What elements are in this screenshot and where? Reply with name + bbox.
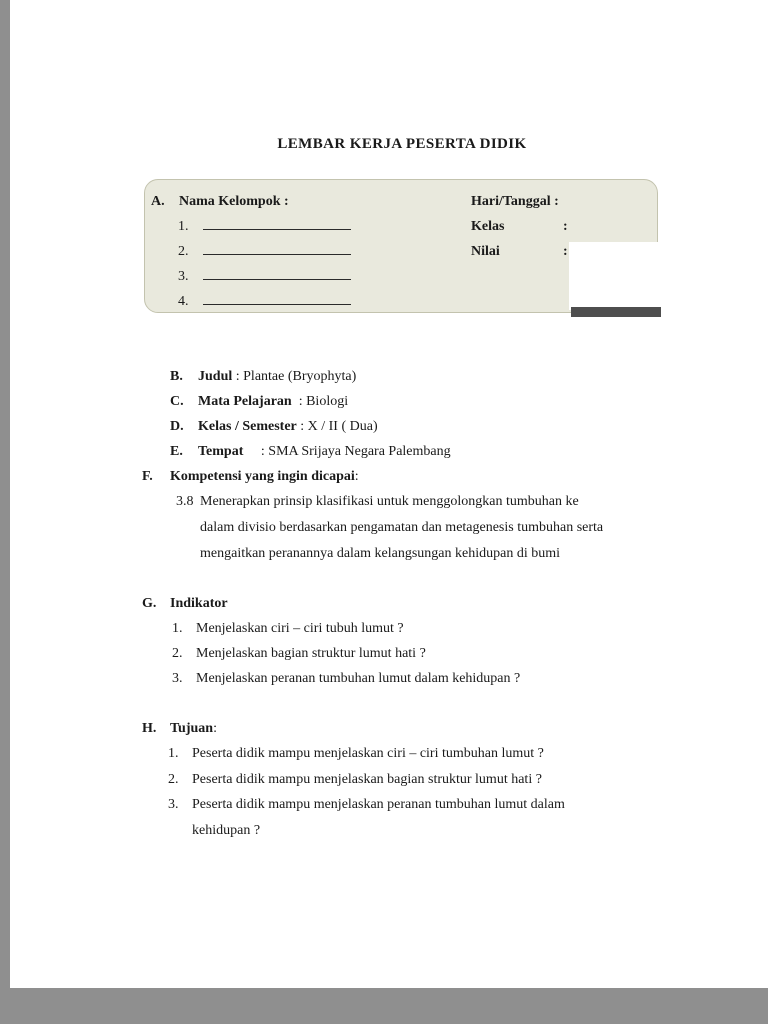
group-info-box — [144, 179, 658, 313]
group-name-row — [151, 189, 657, 214]
section-letter-b: B. — [170, 369, 183, 384]
shadow-bar — [571, 307, 661, 317]
tujuan-heading — [142, 716, 662, 741]
mata-pelajaran-value: : Biologi — [291, 394, 349, 409]
member-number: 4. — [178, 294, 189, 309]
kompetensi-text: Menerapkan prinsip klasifikasi untuk menggolongkan tumbuhan ke — [200, 494, 579, 509]
indikator-item-3 — [142, 666, 662, 691]
kelas-row — [471, 214, 568, 239]
item-number: 3. — [168, 797, 179, 812]
nilai-label: Nilai — [471, 244, 500, 259]
member-line-1 — [151, 214, 657, 239]
section-letter-a: A. — [151, 194, 165, 209]
info-list — [142, 339, 662, 459]
kompetensi-colon: : — [354, 469, 359, 484]
kelas-colon: : — [563, 219, 568, 234]
section-letter-d: D. — [170, 419, 184, 434]
blank-line — [203, 265, 351, 280]
mata-pelajaran-label: Mata Pelajaran — [198, 394, 292, 409]
indikator-item-1 — [142, 616, 662, 641]
white-patch-overlay — [569, 242, 663, 310]
section-letter-f: F. — [142, 469, 153, 484]
item-text: Menjelaskan bagian struktur lumut hati ? — [196, 646, 426, 661]
item-text: Menjelaskan peranan tumbuhan lumut dalam kehidupan ? — [196, 671, 521, 686]
member-number: 1. — [178, 219, 189, 234]
indikator-item-2 — [142, 641, 662, 666]
kompetensi-text: dalam divisio berdasarkan pengamatan dan metagenesis tumbuhan serta — [200, 520, 604, 535]
judul-label: Judul — [198, 369, 233, 384]
kelas-label: Kelas — [471, 219, 505, 234]
item-number: 3. — [172, 671, 183, 686]
item-number: 1. — [168, 746, 179, 761]
document-page — [10, 0, 768, 988]
item-number: 2. — [168, 771, 179, 787]
document-content — [142, 0, 662, 843]
item-text: Menjelaskan ciri – ciri tubuh lumut ? — [196, 621, 404, 636]
kompetensi-text: mengaitkan peranannya dalam kelangsungan kehidupan di bumi — [200, 546, 561, 561]
tempat-label: Tempat — [198, 444, 244, 459]
section-letter-c: C. — [170, 394, 184, 409]
tujuan-item-2 — [142, 767, 612, 793]
blank-line — [203, 240, 351, 255]
nilai-row — [471, 239, 568, 264]
section-indikator — [142, 591, 662, 691]
member-number: 2. — [178, 244, 189, 259]
section-letter-e: E. — [170, 444, 183, 459]
tempat-value: : SMA Srijaya Negara Palembang — [243, 444, 451, 459]
kompetensi-line-3 — [142, 541, 662, 567]
section-tujuan — [142, 716, 662, 843]
section-letter-h: H. — [142, 721, 157, 736]
kelas-semester-value: : X / II ( Dua) — [296, 419, 378, 434]
tujuan-item-1 — [142, 741, 612, 767]
item-number: 1. — [172, 621, 183, 636]
judul-value: : Plantae (Bryophyta) — [232, 369, 357, 384]
section-letter-g: G. — [142, 596, 157, 611]
page-title: LEMBAR KERJA PESERTA DIDIK — [277, 136, 527, 152]
blank-line — [203, 215, 351, 230]
item-text: Peserta didik mampu menjelaskan ciri – ciri tumbuhan lumut ? — [192, 746, 544, 761]
section-kompetensi — [142, 464, 662, 567]
nama-kelompok-label: Nama Kelompok : — [179, 194, 289, 209]
blank-line — [203, 290, 351, 305]
hari-tanggal-label: Hari/Tanggal : — [471, 194, 559, 209]
kompetensi-number: 3.8 — [176, 494, 194, 509]
kompetensi-heading — [142, 464, 662, 489]
info-row-judul — [142, 339, 662, 384]
kompetensi-label: Kompetensi yang ingin dicapai — [170, 469, 355, 484]
kelas-semester-label: Kelas / Semester — [198, 419, 297, 434]
member-number: 3. — [178, 269, 189, 284]
item-text: Peserta didik mampu menjelaskan bagian struktur lumut hati ? — [192, 771, 542, 787]
tujuan-item-3 — [142, 792, 612, 843]
indikator-heading — [142, 591, 662, 616]
item-text: Peserta didik mampu menjelaskan peranan tumbuhan lumut dalam kehidupan ? — [192, 797, 565, 838]
item-number: 2. — [172, 646, 183, 661]
tujuan-colon: : — [213, 721, 217, 736]
box-right-column — [471, 189, 568, 264]
kompetensi-line-2 — [142, 515, 662, 541]
kompetensi-line-1 — [142, 489, 662, 515]
tujuan-label: Tujuan — [170, 721, 214, 736]
indikator-label: Indikator — [170, 596, 228, 611]
nilai-colon: : — [563, 244, 568, 259]
